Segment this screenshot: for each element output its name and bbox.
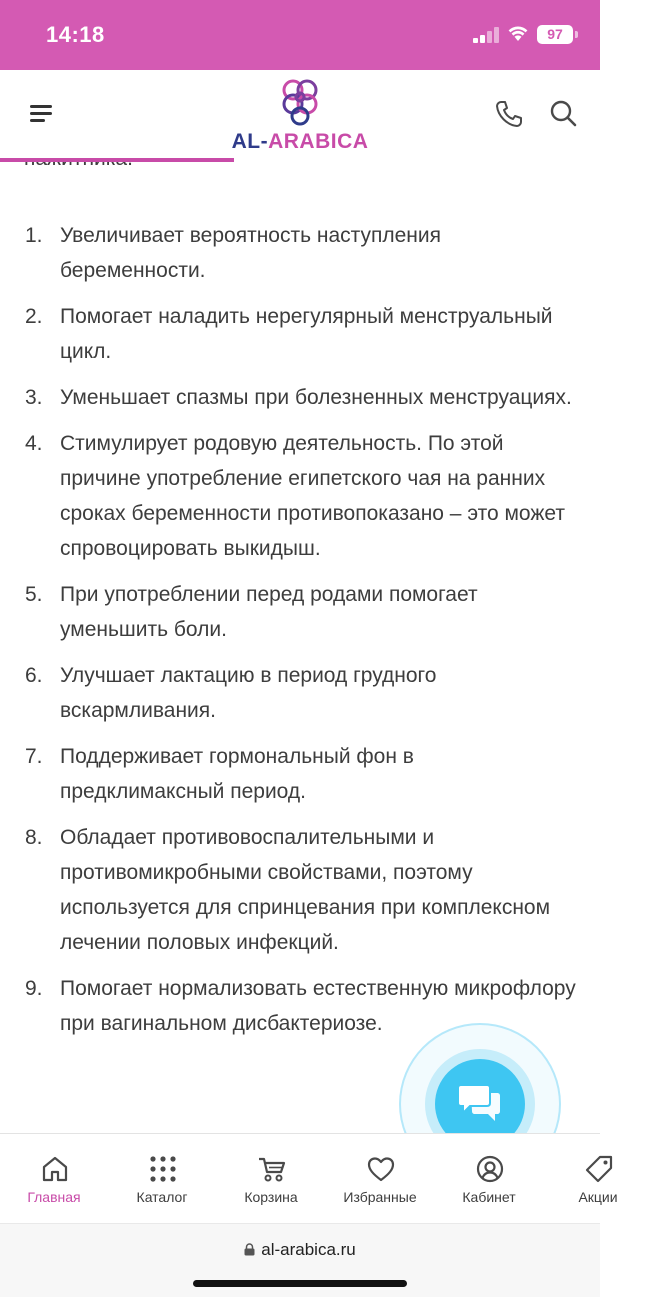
- battery-level: 97: [547, 26, 563, 42]
- menu-icon-line: [30, 119, 45, 122]
- list-item: [0, 218, 600, 288]
- list-item-number: 6.: [25, 664, 43, 687]
- bottom-tab-bar: [0, 1133, 618, 1223]
- list-item-text: Увеличивает вероятность наступления беременности.: [60, 224, 442, 282]
- tab-catalog[interactable]: [108, 1134, 216, 1224]
- list-item-text: Помогает наладить нерегулярный менструальный цикл.: [60, 305, 553, 363]
- tag-icon: [584, 1154, 614, 1184]
- tab-label: Корзина: [244, 1189, 298, 1205]
- search-icon[interactable]: [548, 98, 578, 128]
- list-item: [0, 577, 600, 647]
- browser-address-bar[interactable]: [0, 1223, 600, 1297]
- home-indicator: [193, 1280, 407, 1287]
- list-item: [0, 820, 600, 960]
- tab-home[interactable]: [0, 1134, 108, 1224]
- list-item-text: При употреблении перед родами помогает уменьшить боли.: [60, 583, 478, 641]
- list-item-text: Стимулирует родовую деятельность. По этой причине употребление египетского чая на ранних сроках беременности противопоказано – это может спровоцировать выкидыш.: [60, 432, 565, 560]
- list-item-number: 7.: [25, 745, 43, 768]
- status-time: 14:18: [46, 22, 105, 47]
- wifi-icon: [507, 24, 529, 42]
- list-item-text: Помогает нормализовать естественную микрофлору при вагинальном дисбактериозе.: [60, 977, 576, 1035]
- list-item: [0, 658, 600, 728]
- home-icon: [40, 1154, 70, 1184]
- signal-icon: [473, 27, 501, 43]
- menu-button[interactable]: [26, 101, 56, 127]
- battery-nub: [575, 31, 578, 38]
- status-bar: [0, 0, 600, 70]
- cart-icon: [257, 1154, 287, 1184]
- tab-label: Кабинет: [462, 1189, 516, 1205]
- battery-icon: [537, 25, 573, 44]
- list-item-text: Улучшает лактацию в период грудного вскармливания.: [60, 664, 437, 722]
- heart-icon: [366, 1154, 396, 1184]
- list-item: [0, 739, 600, 809]
- tab-label: Избранные: [343, 1189, 417, 1205]
- menu-icon-line: [30, 112, 52, 115]
- tab-label: Каталог: [136, 1189, 188, 1205]
- user-icon: [475, 1154, 505, 1184]
- site-header: [0, 70, 600, 160]
- reading-progress-fill: [0, 158, 234, 162]
- tab-account[interactable]: [435, 1134, 543, 1224]
- logo-flower-icon: [274, 76, 326, 128]
- tab-label: Акции: [578, 1189, 618, 1205]
- list-item-text: Поддерживает гормональный фон в предклимаксный период.: [60, 745, 414, 803]
- list-item-number: 9.: [25, 977, 43, 1000]
- list-item-number: 1.: [25, 224, 43, 247]
- tab-promotions[interactable]: [544, 1134, 652, 1224]
- site-logo[interactable]: [215, 74, 385, 154]
- list-item: [0, 380, 600, 415]
- list-item: [0, 299, 600, 369]
- list-item-number: 5.: [25, 583, 43, 606]
- list-item: [0, 426, 600, 566]
- url-display[interactable]: [0, 1240, 600, 1260]
- reading-progress-bar: [0, 158, 600, 162]
- list-item-text: Уменьшает спазмы при болезненных менструациях.: [60, 386, 572, 409]
- tab-cart[interactable]: [217, 1134, 325, 1224]
- grid-icon: [148, 1154, 178, 1184]
- list-item-text: Обладает противовоспалительными и противомикробными свойствами, поэтому используется для спринцевания при комплексном лечении половых инфекций.: [60, 826, 551, 954]
- url-text: al-arabica.ru: [261, 1240, 356, 1259]
- list-item-number: 2.: [25, 305, 43, 328]
- chat-icon: [457, 1081, 503, 1125]
- list-item-number: 3.: [25, 386, 43, 409]
- logo-wordmark: AL-ARABICA: [231, 130, 369, 153]
- benefits-list: [0, 218, 600, 1052]
- tab-favorites[interactable]: [326, 1134, 434, 1224]
- list-item-number: 4.: [25, 432, 43, 455]
- list-item-number: 8.: [25, 826, 43, 849]
- tab-label: Главная: [27, 1189, 81, 1205]
- phone-icon[interactable]: [494, 99, 524, 129]
- lock-icon: [244, 1243, 255, 1256]
- menu-icon: [30, 105, 52, 108]
